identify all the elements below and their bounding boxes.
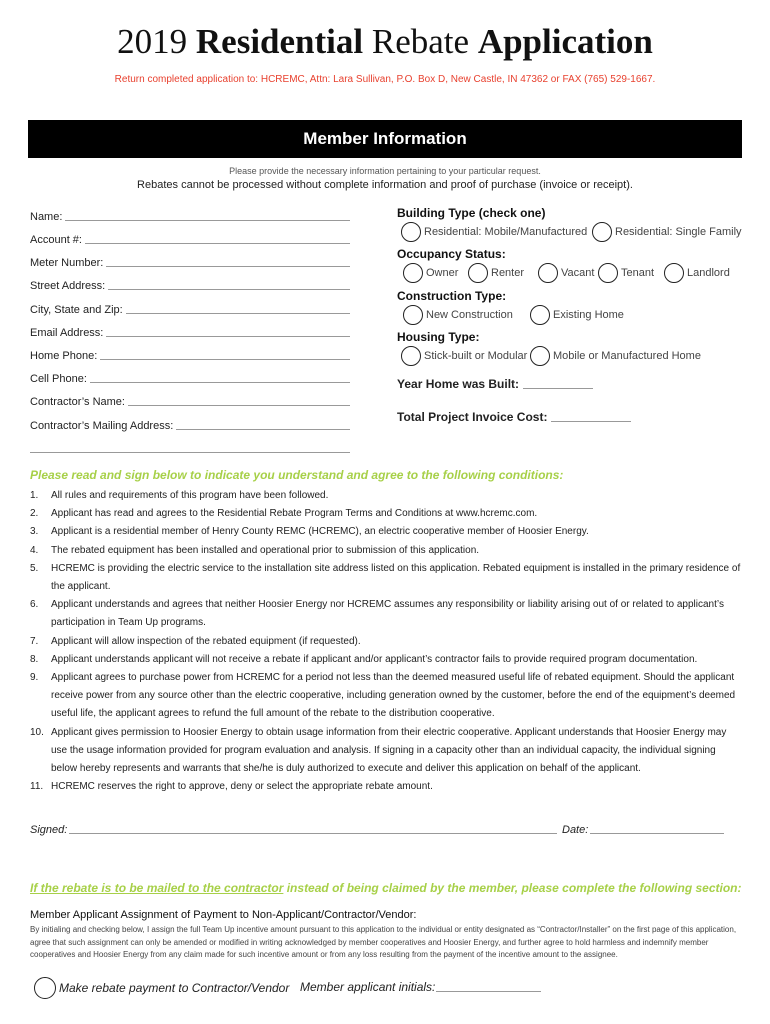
- home-phone-label: Home Phone:: [30, 350, 98, 362]
- option-label: Renter: [491, 267, 525, 279]
- title-word-rebate: Rebate: [371, 22, 470, 61]
- construction-option-existing[interactable]: [530, 305, 624, 325]
- contractor-address-input-line-2[interactable]: [30, 451, 350, 453]
- option-label: Owner: [426, 267, 459, 279]
- cell-phone-label: Cell Phone:: [30, 373, 87, 385]
- condition-text: Applicant is a residential member of Henry County REMC (HCREMC), an electric cooperative member of Hoosier Energy.: [51, 526, 589, 538]
- building-type-label: Building Type (check one): [397, 206, 546, 220]
- date-input-line[interactable]: [590, 833, 724, 834]
- radio-circle-icon[interactable]: [403, 263, 423, 283]
- city-input-line[interactable]: [126, 312, 350, 314]
- title-word-application: Application: [477, 22, 653, 61]
- name-field[interactable]: [30, 205, 350, 223]
- condition-text: The rebated equipment has been installed and operational prior to submission of this application.: [51, 544, 480, 556]
- street-input-line[interactable]: [108, 288, 350, 290]
- option-label: Stick-built or Modular: [424, 350, 528, 362]
- home-phone-field[interactable]: [30, 344, 350, 362]
- condition-item: [30, 651, 742, 669]
- radio-circle-icon[interactable]: [403, 305, 423, 325]
- condition-num: 3.: [30, 526, 39, 538]
- initials-field[interactable]: [300, 980, 541, 994]
- city-field[interactable]: [30, 298, 350, 316]
- condition-num: 8.: [30, 653, 39, 665]
- occupancy-option-landlord[interactable]: [664, 263, 730, 283]
- condition-num: 10.: [30, 726, 44, 738]
- construction-option-new[interactable]: [403, 305, 513, 325]
- option-label: Residential: Single Family: [615, 226, 742, 238]
- meter-field[interactable]: [30, 251, 350, 269]
- building-option-mobile[interactable]: [401, 222, 587, 242]
- condition-num: 2.: [30, 508, 39, 520]
- invoice-cost-label: Total Project Invoice Cost:: [397, 410, 548, 424]
- radio-circle-icon[interactable]: [664, 263, 684, 283]
- home-phone-input-line[interactable]: [100, 358, 350, 360]
- occupancy-option-renter[interactable]: [468, 263, 524, 283]
- condition-num: 5.: [30, 562, 39, 574]
- contractor-address-input-line[interactable]: [176, 428, 350, 430]
- condition-num: 7.: [30, 635, 39, 647]
- condition-text: Applicant understands and agrees that neither Hoosier Energy nor HCREMC assumes any responsibility or liability arising out of or related to applicant’s participation in Team Up programs.: [51, 599, 724, 629]
- condition-item: [30, 560, 742, 596]
- condition-text: Applicant agrees to purchase power from HCREMC for a period not less than the deemed measured useful life of rebated equipment. Should the applicant receive power from any source other than the electric cooperative, including generation owned by the customer, before the end of the equipment’s deemed useful life, the applicant agrees to refund the full amount of the rebate to the distribution cooperative.: [51, 672, 736, 720]
- initials-label: Member applicant initials:: [300, 980, 436, 994]
- building-option-single-family[interactable]: [592, 222, 742, 242]
- condition-item: [30, 505, 742, 523]
- radio-circle-icon[interactable]: [530, 305, 550, 325]
- condition-item: [30, 542, 742, 560]
- option-label: Residential: Mobile/Manufactured: [424, 226, 588, 238]
- contractor-heading-rest: instead of being claimed by the member, please complete the following section:: [283, 881, 742, 895]
- member-info-heading: Member Information: [28, 120, 742, 158]
- name-input-line[interactable]: [65, 219, 350, 221]
- radio-circle-icon[interactable]: [468, 263, 488, 283]
- account-input-line[interactable]: [85, 242, 350, 244]
- condition-item: [30, 523, 742, 541]
- occupancy-option-owner[interactable]: [403, 263, 458, 283]
- condition-text: HCREMC reserves the right to approve, deny or select the appropriate rebate amount.: [51, 781, 433, 793]
- year-built-input-line[interactable]: [523, 388, 593, 389]
- occupancy-option-vacant[interactable]: [538, 263, 594, 283]
- housing-option-stick-built[interactable]: [401, 346, 527, 366]
- cell-phone-field[interactable]: [30, 367, 350, 385]
- member-info-note: Please provide the necessary information pertaining to your particular request.: [229, 166, 541, 176]
- radio-circle-icon[interactable]: [401, 346, 421, 366]
- year-built-label: Year Home was Built:: [397, 377, 520, 391]
- condition-num: 6.: [30, 599, 39, 611]
- return-address: Return completed application to: HCREMC, Attn: Lara Sullivan, P.O. Box D, New Castle, IN 47362 or FAX (765) 529-1667.: [114, 74, 656, 85]
- housing-type-label: Housing Type:: [397, 330, 480, 344]
- conditions-heading: Please read and sign below to indicate you understand and agree to the following conditions:: [30, 468, 564, 482]
- option-label: Existing Home: [553, 309, 624, 321]
- condition-item: [30, 669, 742, 724]
- title-word-residential: Residential: [195, 22, 364, 61]
- condition-text: All rules and requirements of this program have been followed.: [51, 490, 329, 501]
- condition-num: 9.: [30, 672, 39, 684]
- conditions-list: [30, 487, 742, 796]
- email-field[interactable]: [30, 321, 350, 339]
- option-label: New Construction: [426, 309, 513, 321]
- make-payment-label: Make rebate payment to Contractor/Vendor: [59, 981, 290, 995]
- signature-field[interactable]: [30, 824, 557, 836]
- meter-input-line[interactable]: [106, 265, 350, 267]
- initials-input-line[interactable]: [436, 991, 541, 992]
- contractor-heading: [30, 881, 742, 895]
- housing-option-mobile[interactable]: [530, 346, 701, 366]
- condition-item: [30, 487, 742, 505]
- account-field[interactable]: [30, 228, 350, 246]
- radio-circle-icon[interactable]: [598, 263, 618, 283]
- contractor-name-field[interactable]: [30, 390, 350, 408]
- condition-item: [30, 724, 742, 779]
- condition-item: [30, 633, 742, 651]
- condition-item: [30, 596, 742, 632]
- assignment-heading: Member Applicant Assignment of Payment to Non-Applicant/Contractor/Vendor:: [30, 909, 417, 921]
- condition-num: 11.: [30, 781, 44, 793]
- contractor-address-field[interactable]: [30, 414, 350, 432]
- condition-num: 4.: [30, 544, 39, 556]
- condition-text: Applicant understands applicant will not receive a rebate if applicant and/or applicant’s contractor fails to provide required program documentation.: [51, 653, 698, 665]
- invoice-cost-input-line[interactable]: [551, 421, 631, 422]
- email-input-line[interactable]: [106, 335, 350, 337]
- radio-circle-icon[interactable]: [34, 977, 56, 999]
- option-label: Landlord: [687, 267, 730, 279]
- date-field[interactable]: [562, 824, 724, 836]
- condition-text: Applicant has read and agrees to the Residential Rebate Program Terms and Conditions at www.hcremc.com.: [51, 508, 538, 520]
- cell-phone-input-line[interactable]: [90, 381, 350, 383]
- make-payment-option[interactable]: [34, 977, 289, 999]
- name-label: Name:: [30, 211, 63, 223]
- occupancy-option-tenant[interactable]: [598, 263, 654, 283]
- account-label: Account #:: [30, 234, 82, 246]
- invoice-cost-field[interactable]: [397, 410, 631, 424]
- city-label: City, State and Zip:: [30, 304, 123, 316]
- contractor-address-label: Contractor’s Mailing Address:: [30, 420, 174, 432]
- page-title: [0, 22, 770, 62]
- option-label: Tenant: [621, 267, 655, 279]
- contractor-name-label: Contractor’s Name:: [30, 396, 125, 408]
- assignment-body: By initialing and checking below, I assign the full Team Up incentive amount pursuant to this application to the individual or entity designated as “Contractor/Installer” on the first page of this application, agree that such assignment can only be amended or modified in writing acknowledged by member cooperatives and Hoosier Energy, and further agree to hold harmless and indemnify member cooperatives and Hoosier Energy from any claim made for such incentive amount or from any loss resulting from the payment of the incentive amount to the assignee.: [30, 925, 737, 959]
- condition-num: 1.: [30, 490, 39, 501]
- condition-text: HCREMC is providing the electric service to the installation site address listed on this application. Rebated equipment is installed in the primary residence of the applicant.: [51, 562, 741, 593]
- contractor-heading-underlined: If the rebate is to be mailed to the contractor: [30, 881, 284, 895]
- radio-circle-icon[interactable]: [592, 222, 612, 242]
- construction-type-label: Construction Type:: [397, 289, 507, 303]
- radio-circle-icon[interactable]: [538, 263, 558, 283]
- meter-label: Meter Number:: [30, 257, 104, 269]
- radio-circle-icon[interactable]: [530, 346, 550, 366]
- option-label: Mobile or Manufactured Home: [553, 350, 701, 362]
- member-info-warning: Rebates cannot be processed without complete information and proof of purchase (invoice or receipt).: [137, 179, 633, 191]
- occupancy-status-label: Occupancy Status:: [397, 247, 506, 261]
- condition-text: Applicant will allow inspection of the rebated equipment (if requested).: [51, 635, 361, 647]
- signed-label: Signed:: [30, 824, 68, 836]
- signature-input-line[interactable]: [69, 833, 557, 834]
- date-label: Date:: [562, 824, 589, 836]
- contractor-address-line2[interactable]: [30, 437, 350, 455]
- contractor-name-input-line[interactable]: [128, 404, 350, 406]
- condition-item: [30, 778, 742, 796]
- year-built-field[interactable]: [397, 377, 593, 391]
- title-year: 2019: [117, 22, 188, 61]
- street-label: Street Address:: [30, 280, 106, 292]
- condition-text: Applicant gives permission to Hoosier Energy to obtain usage information from their electric cooperative. Applicant understands that Hoosier Energy may use the usage information provided for program evaluation and analysis. If signing in a capacity other than an individual capacity, the individual signing below hereby represents and warrants that she/he is duly authorized to execute and deliver this application on behalf of the applicant.: [51, 726, 727, 775]
- option-label: Vacant: [561, 267, 595, 279]
- radio-circle-icon[interactable]: [401, 222, 421, 242]
- street-field[interactable]: [30, 274, 350, 292]
- email-label: Email Address:: [30, 327, 104, 339]
